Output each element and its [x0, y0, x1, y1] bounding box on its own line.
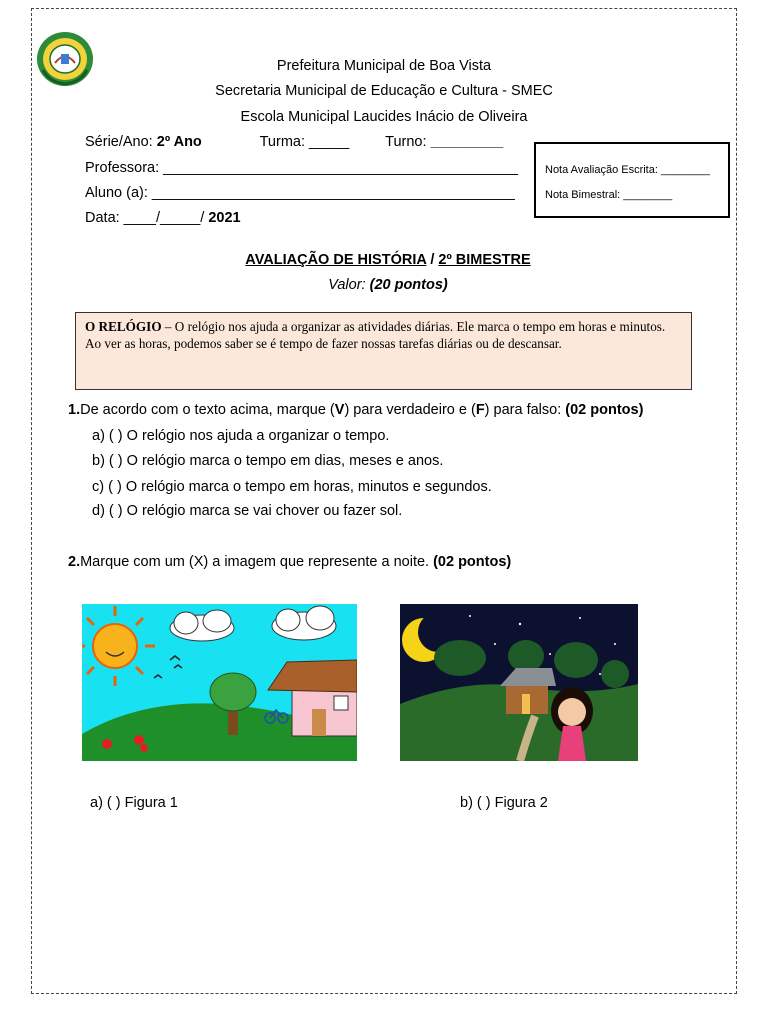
question-1-text-c: ) para falso: — [484, 402, 566, 418]
nota-bimestral-field[interactable]: Nota Bimestral: ________ — [545, 189, 673, 201]
question-1-text-b: ) para verdadeiro e ( — [344, 402, 476, 418]
question-1-option-b[interactable]: b) ( ) O relógio marca o tempo em dias, meses e anos. — [92, 453, 444, 469]
true-marker: V — [334, 402, 345, 418]
question-2-text: Marque com um (X) a imagem que represente a noite. — [80, 554, 434, 570]
data-field[interactable]: Data: ____/_____/ — [85, 210, 205, 226]
turno-label: Turno: — [385, 134, 427, 150]
reading-body: – O relógio nos ajuda a organizar as atividades diárias. Ele marca o tempo em horas e minutos. Ao ver as horas, podemos saber se é tempo de fazer nossas tarefas diárias ou de descansar. — [85, 319, 666, 351]
valor-points: (20 pontos) — [369, 277, 448, 293]
figure-2-option[interactable]: b) ( ) Figura 2 — [460, 795, 548, 811]
question-1-points: (02 pontos) — [565, 402, 644, 418]
exam-title-separator: / — [430, 252, 435, 268]
turma-field[interactable]: Turma: _____ — [259, 134, 350, 150]
exam-title-subject: AVALIAÇÃO DE HISTÓRIA — [245, 252, 427, 268]
exam-title-bimestre: 2º BIMESTRE — [438, 252, 531, 268]
question-1-text: De acordo com o texto acima, marque ( — [80, 402, 335, 418]
header-escola: Escola Municipal Laucides Inácio de Oliveira — [240, 109, 528, 125]
question-1 — [68, 402, 643, 418]
question-2 — [68, 554, 511, 570]
question-1-option-c[interactable]: c) ( ) O relógio marca o tempo em horas, minutos e segundos. — [92, 479, 492, 495]
question-1-option-d[interactable]: d) ( ) O relógio marca se vai chover ou fazer sol. — [92, 503, 403, 519]
serie-label: Série/Ano: — [85, 134, 153, 150]
nota-escrita-field[interactable]: Nota Avaliação Escrita: ________ — [545, 164, 710, 176]
professora-field[interactable]: Professora: ____________________________________________ — [85, 160, 518, 176]
grade-box — [534, 142, 730, 218]
exam-title — [0, 252, 768, 268]
reading-heading: O RELÓGIO — [85, 319, 162, 334]
exam-value — [0, 277, 768, 293]
turno-field[interactable]: _________ — [430, 134, 504, 150]
serie-ano-line — [85, 134, 503, 150]
figure-1-option[interactable]: a) ( ) Figura 1 — [90, 795, 178, 811]
figure-2-night-scene[interactable] — [400, 604, 638, 761]
question-1-option-a[interactable]: a) ( ) O relógio nos ajuda a organizar o tempo. — [92, 428, 390, 444]
figure-1-day-scene[interactable] — [82, 604, 357, 761]
false-marker: F — [475, 402, 485, 418]
aluno-field[interactable]: Aluno (a): _____________________________________________ — [85, 185, 515, 201]
data-year: 2021 — [208, 210, 241, 226]
valor-label: Valor: — [328, 277, 366, 293]
data-line — [85, 210, 241, 226]
serie-value: 2º Ano — [156, 134, 202, 150]
header-prefeitura: Prefeitura Municipal de Boa Vista — [276, 58, 492, 74]
header-secretaria: Secretaria Municipal de Educação e Cultura - SMEC — [215, 83, 553, 99]
reading-text-box — [75, 312, 692, 390]
question-2-points: (02 pontos) — [433, 554, 512, 570]
question-1-number: 1. — [68, 402, 81, 418]
question-2-number: 2. — [68, 554, 81, 570]
